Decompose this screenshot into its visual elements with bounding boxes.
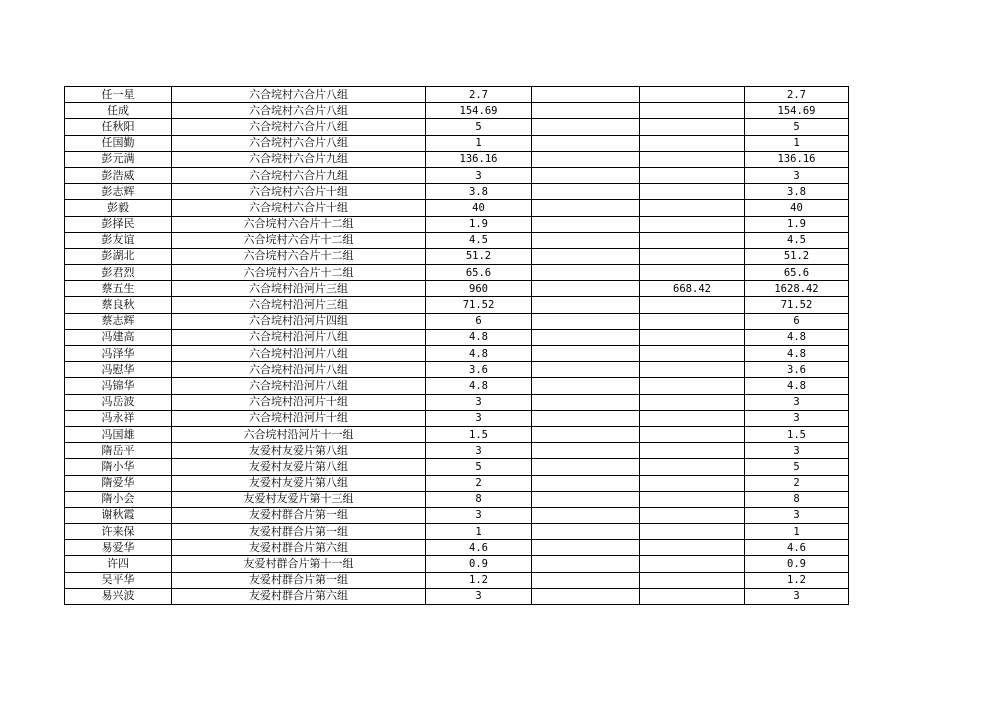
- total-cell: 0.9: [745, 556, 849, 572]
- address-cell: 六合垸村沿河片三组: [172, 281, 426, 297]
- amount-a-cell: 4.6: [426, 540, 532, 556]
- address-cell: 六合垸村沿河片十组: [172, 410, 426, 426]
- amount-c-cell: [640, 313, 745, 329]
- table-body: [65, 87, 849, 605]
- address-cell: 六合垸村六合片十二组: [172, 265, 426, 281]
- amount-c-cell: [640, 329, 745, 345]
- total-cell: 4.8: [745, 378, 849, 394]
- amount-b-cell: [532, 588, 640, 604]
- amount-a-cell: 4.8: [426, 346, 532, 362]
- amount-a-cell: 51.2: [426, 248, 532, 264]
- total-cell: 136.16: [745, 151, 849, 167]
- amount-b-cell: [532, 556, 640, 572]
- table-row: [65, 346, 849, 362]
- address-cell: 六合垸村沿河片八组: [172, 346, 426, 362]
- name-cell: 任国勤: [65, 135, 172, 151]
- amount-a-cell: 1.2: [426, 572, 532, 588]
- name-cell: 冯国雄: [65, 426, 172, 442]
- table-row: [65, 378, 849, 394]
- amount-c-cell: [640, 184, 745, 200]
- amount-a-cell: 6: [426, 313, 532, 329]
- address-cell: 友爱村友爱片第八组: [172, 475, 426, 491]
- address-cell: 六合垸村六合片十二组: [172, 216, 426, 232]
- amount-c-cell: [640, 297, 745, 313]
- amount-b-cell: [532, 200, 640, 216]
- amount-c-cell: [640, 87, 745, 103]
- table-row: [65, 459, 849, 475]
- table-row: [65, 540, 849, 556]
- address-cell: 六合垸村沿河片三组: [172, 297, 426, 313]
- total-cell: 1.5: [745, 426, 849, 442]
- amount-c-cell: [640, 362, 745, 378]
- table-row: [65, 588, 849, 604]
- address-cell: 友爱村群合片第一组: [172, 572, 426, 588]
- amount-c-cell: [640, 588, 745, 604]
- name-cell: 彭毅: [65, 200, 172, 216]
- amount-a-cell: 71.52: [426, 297, 532, 313]
- table-row: [65, 248, 849, 264]
- address-cell: 六合垸村六合片十二组: [172, 232, 426, 248]
- table-row: [65, 119, 849, 135]
- total-cell: 51.2: [745, 248, 849, 264]
- total-cell: 3.8: [745, 184, 849, 200]
- total-cell: 4.5: [745, 232, 849, 248]
- table-row: [65, 394, 849, 410]
- table-row: [65, 410, 849, 426]
- address-cell: 六合垸村沿河片四组: [172, 313, 426, 329]
- amount-a-cell: 136.16: [426, 151, 532, 167]
- amount-c-cell: 668.42: [640, 281, 745, 297]
- name-cell: 彭元满: [65, 151, 172, 167]
- total-cell: 1.9: [745, 216, 849, 232]
- amount-b-cell: [532, 475, 640, 491]
- total-cell: 71.52: [745, 297, 849, 313]
- address-cell: 友爱村群合片第十一组: [172, 556, 426, 572]
- amount-b-cell: [532, 313, 640, 329]
- address-cell: 六合垸村沿河片八组: [172, 378, 426, 394]
- amount-c-cell: [640, 443, 745, 459]
- total-cell: 6: [745, 313, 849, 329]
- name-cell: 易兴波: [65, 588, 172, 604]
- amount-c-cell: [640, 200, 745, 216]
- amount-a-cell: 2: [426, 475, 532, 491]
- address-cell: 友爱村群合片第六组: [172, 540, 426, 556]
- address-cell: 六合垸村沿河片十一组: [172, 426, 426, 442]
- amount-c-cell: [640, 135, 745, 151]
- amount-c-cell: [640, 524, 745, 540]
- total-cell: 1: [745, 135, 849, 151]
- amount-c-cell: [640, 216, 745, 232]
- amount-c-cell: [640, 556, 745, 572]
- amount-a-cell: 8: [426, 491, 532, 507]
- amount-b-cell: [532, 491, 640, 507]
- total-cell: 5: [745, 119, 849, 135]
- name-cell: 隋小华: [65, 459, 172, 475]
- amount-a-cell: 3.8: [426, 184, 532, 200]
- total-cell: 3: [745, 507, 849, 523]
- amount-a-cell: 2.7: [426, 87, 532, 103]
- amount-a-cell: 0.9: [426, 556, 532, 572]
- amount-a-cell: 1: [426, 524, 532, 540]
- address-cell: 六合垸村六合片十二组: [172, 248, 426, 264]
- name-cell: 蔡五生: [65, 281, 172, 297]
- table-row: [65, 297, 849, 313]
- table-row: [65, 572, 849, 588]
- total-cell: 65.6: [745, 265, 849, 281]
- amount-c-cell: [640, 151, 745, 167]
- name-cell: 任秋阳: [65, 119, 172, 135]
- name-cell: 彭友谊: [65, 232, 172, 248]
- amount-a-cell: 1.9: [426, 216, 532, 232]
- amount-b-cell: [532, 572, 640, 588]
- total-cell: 1.2: [745, 572, 849, 588]
- total-cell: 4.8: [745, 346, 849, 362]
- amount-c-cell: [640, 540, 745, 556]
- amount-c-cell: [640, 491, 745, 507]
- amount-b-cell: [532, 87, 640, 103]
- data-table: [64, 86, 849, 605]
- address-cell: 友爱村友爱片第十三组: [172, 491, 426, 507]
- amount-a-cell: 65.6: [426, 265, 532, 281]
- table-row: [65, 103, 849, 119]
- table-row: [65, 87, 849, 103]
- amount-a-cell: 4.8: [426, 329, 532, 345]
- table-row: [65, 507, 849, 523]
- amount-c-cell: [640, 265, 745, 281]
- amount-c-cell: [640, 119, 745, 135]
- amount-b-cell: [532, 281, 640, 297]
- table-row: [65, 184, 849, 200]
- address-cell: 六合垸村沿河片八组: [172, 329, 426, 345]
- amount-c-cell: [640, 507, 745, 523]
- table-row: [65, 362, 849, 378]
- amount-b-cell: [532, 378, 640, 394]
- amount-b-cell: [532, 167, 640, 183]
- name-cell: 许来保: [65, 524, 172, 540]
- total-cell: 5: [745, 459, 849, 475]
- amount-b-cell: [532, 507, 640, 523]
- total-cell: 2: [745, 475, 849, 491]
- amount-a-cell: 154.69: [426, 103, 532, 119]
- total-cell: 3: [745, 588, 849, 604]
- address-cell: 友爱村群合片第六组: [172, 588, 426, 604]
- table-row: [65, 265, 849, 281]
- name-cell: 许四: [65, 556, 172, 572]
- table-row: [65, 167, 849, 183]
- address-cell: 友爱村友爱片第八组: [172, 459, 426, 475]
- amount-a-cell: 1.5: [426, 426, 532, 442]
- amount-b-cell: [532, 524, 640, 540]
- table-row: [65, 491, 849, 507]
- name-cell: 冯建高: [65, 329, 172, 345]
- amount-a-cell: 3: [426, 167, 532, 183]
- name-cell: 吴平华: [65, 572, 172, 588]
- table-row: [65, 443, 849, 459]
- amount-a-cell: 5: [426, 119, 532, 135]
- address-cell: 六合垸村沿河片八组: [172, 362, 426, 378]
- total-cell: 3: [745, 167, 849, 183]
- amount-a-cell: 3: [426, 588, 532, 604]
- name-cell: 易爱华: [65, 540, 172, 556]
- table-row: [65, 151, 849, 167]
- amount-a-cell: 1: [426, 135, 532, 151]
- amount-c-cell: [640, 459, 745, 475]
- amount-b-cell: [532, 151, 640, 167]
- name-cell: 冯锦华: [65, 378, 172, 394]
- amount-b-cell: [532, 362, 640, 378]
- amount-c-cell: [640, 475, 745, 491]
- amount-b-cell: [532, 459, 640, 475]
- amount-b-cell: [532, 540, 640, 556]
- address-cell: 六合垸村六合片八组: [172, 103, 426, 119]
- amount-a-cell: 3: [426, 507, 532, 523]
- name-cell: 彭择民: [65, 216, 172, 232]
- table-row: [65, 329, 849, 345]
- name-cell: 隋小会: [65, 491, 172, 507]
- address-cell: 六合垸村六合片十组: [172, 200, 426, 216]
- address-cell: 六合垸村六合片九组: [172, 151, 426, 167]
- total-cell: 40: [745, 200, 849, 216]
- amount-b-cell: [532, 103, 640, 119]
- amount-b-cell: [532, 297, 640, 313]
- total-cell: 3: [745, 410, 849, 426]
- amount-b-cell: [532, 135, 640, 151]
- address-cell: 六合垸村六合片八组: [172, 87, 426, 103]
- total-cell: 1628.42: [745, 281, 849, 297]
- amount-c-cell: [640, 346, 745, 362]
- name-cell: 隋岳平: [65, 443, 172, 459]
- amount-a-cell: 3.6: [426, 362, 532, 378]
- amount-b-cell: [532, 184, 640, 200]
- amount-a-cell: 960: [426, 281, 532, 297]
- address-cell: 友爱村群合片第一组: [172, 507, 426, 523]
- address-cell: 六合垸村六合片八组: [172, 119, 426, 135]
- amount-b-cell: [532, 248, 640, 264]
- amount-b-cell: [532, 394, 640, 410]
- name-cell: 冯岳波: [65, 394, 172, 410]
- total-cell: 3: [745, 394, 849, 410]
- name-cell: 彭湖北: [65, 248, 172, 264]
- amount-b-cell: [532, 119, 640, 135]
- total-cell: 154.69: [745, 103, 849, 119]
- amount-a-cell: 3: [426, 410, 532, 426]
- total-cell: 3.6: [745, 362, 849, 378]
- total-cell: 3: [745, 443, 849, 459]
- address-cell: 六合垸村六合片十组: [172, 184, 426, 200]
- name-cell: 任一星: [65, 87, 172, 103]
- table-row: [65, 426, 849, 442]
- amount-a-cell: 3: [426, 443, 532, 459]
- table-row: [65, 135, 849, 151]
- table-row: [65, 524, 849, 540]
- address-cell: 友爱村友爱片第八组: [172, 443, 426, 459]
- amount-a-cell: 5: [426, 459, 532, 475]
- name-cell: 隋爱华: [65, 475, 172, 491]
- amount-b-cell: [532, 443, 640, 459]
- amount-a-cell: 40: [426, 200, 532, 216]
- table-row: [65, 475, 849, 491]
- table-row: [65, 232, 849, 248]
- name-cell: 彭浩威: [65, 167, 172, 183]
- amount-b-cell: [532, 216, 640, 232]
- amount-b-cell: [532, 346, 640, 362]
- name-cell: 冯永祥: [65, 410, 172, 426]
- amount-b-cell: [532, 265, 640, 281]
- name-cell: 冯泽华: [65, 346, 172, 362]
- amount-c-cell: [640, 232, 745, 248]
- total-cell: 4.8: [745, 329, 849, 345]
- total-cell: 1: [745, 524, 849, 540]
- amount-c-cell: [640, 426, 745, 442]
- amount-a-cell: 4.8: [426, 378, 532, 394]
- name-cell: 谢秋霞: [65, 507, 172, 523]
- address-cell: 友爱村群合片第一组: [172, 524, 426, 540]
- amount-b-cell: [532, 426, 640, 442]
- amount-c-cell: [640, 248, 745, 264]
- name-cell: 蔡良秋: [65, 297, 172, 313]
- amount-c-cell: [640, 167, 745, 183]
- name-cell: 蔡志辉: [65, 313, 172, 329]
- table-row: [65, 313, 849, 329]
- amount-a-cell: 3: [426, 394, 532, 410]
- name-cell: 彭君烈: [65, 265, 172, 281]
- name-cell: 彭志辉: [65, 184, 172, 200]
- amount-b-cell: [532, 410, 640, 426]
- amount-c-cell: [640, 572, 745, 588]
- address-cell: 六合垸村六合片九组: [172, 167, 426, 183]
- table-row: [65, 216, 849, 232]
- amount-c-cell: [640, 378, 745, 394]
- amount-b-cell: [532, 232, 640, 248]
- total-cell: 2.7: [745, 87, 849, 103]
- table-row: [65, 556, 849, 572]
- address-cell: 六合垸村六合片八组: [172, 135, 426, 151]
- table-row: [65, 281, 849, 297]
- amount-c-cell: [640, 394, 745, 410]
- total-cell: 8: [745, 491, 849, 507]
- amount-a-cell: 4.5: [426, 232, 532, 248]
- amount-b-cell: [532, 329, 640, 345]
- name-cell: 冯慰华: [65, 362, 172, 378]
- address-cell: 六合垸村沿河片十组: [172, 394, 426, 410]
- total-cell: 4.6: [745, 540, 849, 556]
- amount-c-cell: [640, 410, 745, 426]
- table-row: [65, 200, 849, 216]
- name-cell: 任成: [65, 103, 172, 119]
- amount-c-cell: [640, 103, 745, 119]
